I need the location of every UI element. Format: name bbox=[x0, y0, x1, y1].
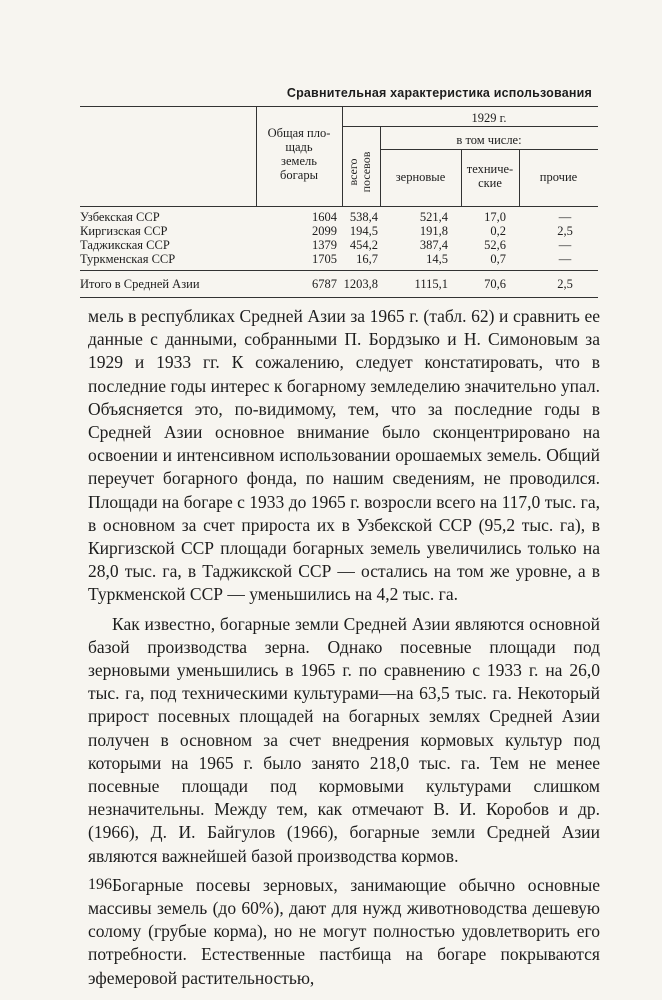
total-row-other: 2,5 bbox=[557, 277, 573, 291]
header-tech bbox=[461, 162, 519, 190]
table-row bbox=[80, 224, 598, 238]
header-total-area bbox=[256, 126, 342, 182]
row-grain: 387,4 bbox=[419, 238, 448, 252]
header-all-sown-line-2: посевов bbox=[359, 151, 373, 193]
row-name: Узбекская ССР bbox=[80, 210, 160, 224]
row-all: 538,4 bbox=[349, 210, 378, 224]
header-other: прочие bbox=[539, 170, 578, 184]
header-including: в том числе: bbox=[456, 133, 522, 147]
row-other: — bbox=[558, 252, 572, 266]
comparison-table bbox=[80, 106, 598, 298]
header-total-line-2: щадь bbox=[285, 140, 313, 154]
total-row-all: 1203,8 bbox=[343, 277, 378, 291]
row-other: — bbox=[558, 238, 572, 252]
table-total-rule bbox=[80, 270, 598, 271]
header-grain: зерновые bbox=[395, 170, 446, 184]
total-row-total: 6787 bbox=[312, 277, 337, 291]
table-bottom-rule bbox=[80, 297, 598, 298]
row-grain: 14,5 bbox=[426, 252, 448, 266]
header-year: 1929 г. bbox=[471, 111, 507, 125]
page-number: 196 bbox=[88, 876, 112, 893]
total-row-tech: 70,6 bbox=[484, 277, 506, 291]
table-total-row bbox=[80, 277, 598, 291]
row-grain: 191,8 bbox=[419, 224, 448, 238]
total-row-name: Итого в Средней Азии bbox=[80, 277, 200, 291]
paragraph: Богарные посевы зерновых, занимающие обычно основные массивы земель (до 60%), дают для нужд животноводства дешевую солому (грубые корма), но не могут полностью удовлетворить его потребности. Естественные пастбища на богаре покрываются эфемеровой растительностью, bbox=[88, 874, 600, 988]
table-row bbox=[80, 238, 598, 252]
row-total: 1379 bbox=[312, 238, 337, 252]
header-total-line-3: земель bbox=[281, 154, 317, 168]
row-total: 1705 bbox=[312, 252, 337, 266]
row-all: 454,2 bbox=[349, 238, 378, 252]
running-head: Сравнительная характеристика использования bbox=[286, 86, 592, 100]
table-including-rule bbox=[380, 149, 598, 150]
row-tech: 52,6 bbox=[484, 238, 506, 252]
paragraph: Как известно, богарные земли Средней Азии являются основной базой производства зерна. Однако посевные площади под зерновыми уменьшились в 1965 г. по сравнению с 1933 г. на 26,0 тыс. га, под техническими культурами—на 63,5 тыс. га. Некоторый прирост посевных площадей на богарных землях Средней Азии получен в основном за счет внедрения кормовых культур под которыми на 1965 г. было занято 218,0 тыс. га. Тем не менее посевные площади под кормовыми культурами слишком незначительны. Между тем, как отмечают В. И. Коробов и др. (1966), Д. И. Байгулов (1966), богарные земли Средней Азии являются важнейшей базой производства кормов. bbox=[88, 613, 600, 866]
table-vline-2 bbox=[342, 106, 343, 206]
body-text bbox=[88, 305, 600, 996]
paragraph: мель в республиках Средней Азии за 1965 г. (табл. 62) и сравнить ее данные с данными, собранными П. Бордзыко и Н. Симоновым за 1929 и 1933 гг. К сожалению, следует констатировать, что в последние годы интерес к богарному земледелию значительно упал. Объясняется это, по-видимому, тем, что за последние годы в Средней Азии основное внимание было сконцентрировано на освоении и интенсивном использовании орошаемых земель. Общий переучет богарного фонда, по нашим сведениям, не проводился. Площади на богаре с 1933 до 1965 г. возросли всего на 117,0 тыс. га, в основном за счет прироста их в Узбекской ССР (95,2 тыс. га), в Киргизской ССР площади богарных земель увеличились только на 28,0 тыс. га, в Таджикской ССР — остались на том же уровне, а в Туркменской ССР — уменьшились на 4,2 тыс. га. bbox=[88, 306, 600, 605]
row-name: Киргизская ССР bbox=[80, 224, 168, 238]
table-header-bottom-rule bbox=[80, 206, 598, 207]
row-name: Туркменская ССР bbox=[80, 252, 176, 266]
row-tech: 0,7 bbox=[490, 252, 506, 266]
header-tech-line-2: ские bbox=[478, 176, 502, 190]
row-total: 2099 bbox=[312, 224, 337, 238]
row-tech: 17,0 bbox=[484, 210, 506, 224]
table-row bbox=[80, 252, 598, 266]
row-grain: 521,4 bbox=[419, 210, 448, 224]
row-all: 16,7 bbox=[356, 252, 378, 266]
header-total-line-1: Общая пло- bbox=[267, 126, 331, 140]
row-all: 194,5 bbox=[349, 224, 378, 238]
table-row bbox=[80, 210, 598, 224]
total-row-grain: 1115,1 bbox=[414, 277, 448, 291]
row-total: 1604 bbox=[312, 210, 337, 224]
header-total-line-4: богары bbox=[280, 168, 318, 182]
row-other: 2,5 bbox=[557, 224, 573, 238]
row-name: Таджикская ССР bbox=[80, 238, 170, 252]
header-all-sown bbox=[347, 133, 375, 211]
row-other: — bbox=[558, 210, 572, 224]
table-top-rule bbox=[80, 106, 598, 107]
row-tech: 0,2 bbox=[490, 224, 506, 238]
header-tech-line-1: техниче- bbox=[466, 162, 514, 176]
header-all-sown-line-1: всего bbox=[346, 158, 360, 186]
